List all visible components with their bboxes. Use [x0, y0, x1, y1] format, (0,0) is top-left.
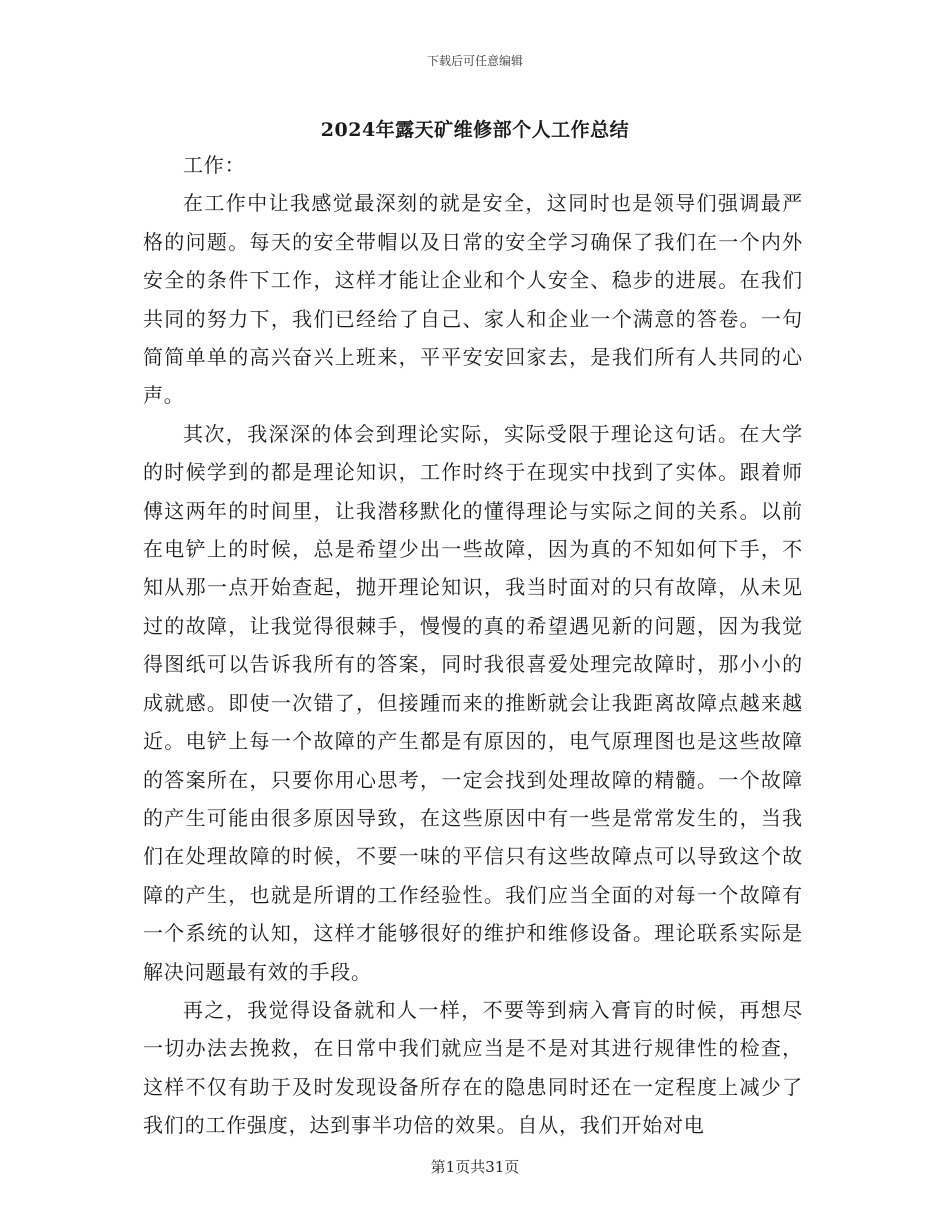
header-note: 下载后可任意编辑: [426, 54, 523, 68]
page-footer: 第1页共31页: [430, 1158, 520, 1176]
document-body: [143, 146, 803, 1145]
paragraph-equipment-maintenance: 再之，我觉得设备就和人一样，不要等到病入膏肓的时候，再想尽一切办法去挽救，在日常中我们就应当是不是对其进行规律性的检查，这样不仅有助于及时发现设备所存在的隐患同时还在一定程度上减少了我们的工作强度，达到事半功倍的效果。自从，我们开始对电: [143, 997, 803, 1138]
paragraph-theory-practice: 其次，我深深的体会到理论实际，实际受限于理论这句话。在大学的时候学到的都是理论知识，工作时终于在现实中找到了实体。跟着师傅这两年的时间里，让我潜移默化的懂得理论与实际之间的关系。以前在电铲上的时候，总是希望少出一些故障，因为真的不知如何下手，不知从那一点开始查起，抛开理论知识，我当时面对的只有故障，从未见过的故障，让我觉得很棘手，慢慢的真的希望遇见新的问题，因为我觉得图纸可以告诉我所有的答案，同时我很喜爱处理完故障时，那小小的成就感。即使一次错了，但接踵而来的推断就会让我距离故障点越来越近。电铲上每一个故障的产生都是有原因的，电气原理图也是这些故障的答案所在，只要你用心思考，一定会找到处理故障的精髓。一个故障的产生可能由很多原因导致，在这些原因中有一些是常常发生的，当我们在处理故障的时候，不要一味的平信只有这些故障点可以导致这个故障的产生，也就是所谓的工作经验性。我们应当全面的对每一个故障有一个系统的认知，这样才能够很好的维护和维修设备。理论联系实际是解决问题最有效的手段。: [143, 421, 803, 984]
paragraph-section-label: 工作：: [183, 153, 246, 177]
document-title: 2024年露天矿维修部个人工作总结: [320, 119, 630, 141]
paragraph-safety: 在工作中让我感觉最深刻的就是安全，这同时也是领导们强调最严格的问题。每天的安全带帽以及日常的安全学习确保了我们在一个内外安全的条件下工作，这样才能让企业和个人安全、稳步的进展。在我们共同的努力下，我们已经给了自己、家人和企业一个满意的答卷。一句简简单单的高兴奋兴上班来，平平安安回家去，是我们所有人共同的心声。: [143, 191, 803, 408]
